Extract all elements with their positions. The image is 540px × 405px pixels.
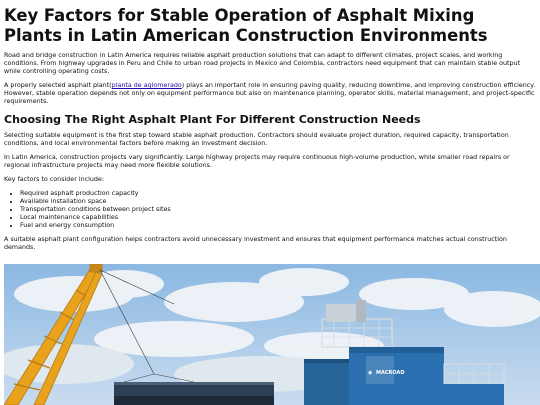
section-heading: Choosing The Right Asphalt Plant For Different Construction Needs — [4, 113, 421, 126]
brand-logo-text: MACROAD — [376, 370, 405, 376]
list-item: • Available installation space — [20, 198, 536, 206]
intro-paragraph-1: Road and bridge construction in Latin America requires reliable asphalt production solutions that can adapt to different climates, project scales, and working conditions. From highway upgrades in Peru and Chile to urban road projects in Mexico and Colombia, contractors need equipment that can maintain stable output while controlling operating costs. — [4, 52, 521, 75]
list-item: • Local maintenance capabilities — [20, 214, 536, 222]
page-title: Key Factors for Stable Operation of Asphalt Mixing Plants in Latin American Construction Environments — [4, 6, 488, 45]
lifted-container — [114, 382, 274, 405]
planta-de-aglomerado-link[interactable]: planta de aglomerado — [111, 82, 182, 89]
list-item: • Required asphalt production capacity — [20, 190, 536, 198]
section-paragraph-3: A suitable asphalt plant configuration helps contractors avoid unnecessary investment and ensures that equipment performance matches actual construction demands. — [4, 236, 507, 251]
factors-intro: Key factors to consider include: — [4, 176, 104, 183]
intro-paragraph-2 — [4, 82, 536, 106]
section-paragraph-2: In Latin America, construction projects vary significantly. Large highway projects may require continuous high-volume production, while smaller road repairs or regional infrastructure projects may need more flexible solutions. — [4, 154, 510, 169]
list-item: • Fuel and energy consumption — [20, 222, 536, 230]
asphalt-plant-photo — [4, 264, 540, 405]
intro-paragraph-2-start: A properly selected asphalt plant( — [4, 82, 112, 89]
list-item: • Transportation conditions between project sites — [20, 206, 536, 214]
intro-paragraph-2-end: ) plays an important role in ensuring paving quality, reducing downtime, and improving construction efficiency. However, stable operation depends not only on equipment performance but also on maintenance planning, operator skills, material management, and project-specific requirements. — [4, 82, 536, 105]
section-paragraph-1: Selecting suitable equipment is the first step toward stable asphalt production. Contractors should evaluate project duration, required capacity, transportation conditions, and local environmental factors before making an investment decision. — [4, 132, 509, 147]
factors-list — [4, 190, 536, 230]
brand-label: ◉ — [368, 370, 373, 376]
